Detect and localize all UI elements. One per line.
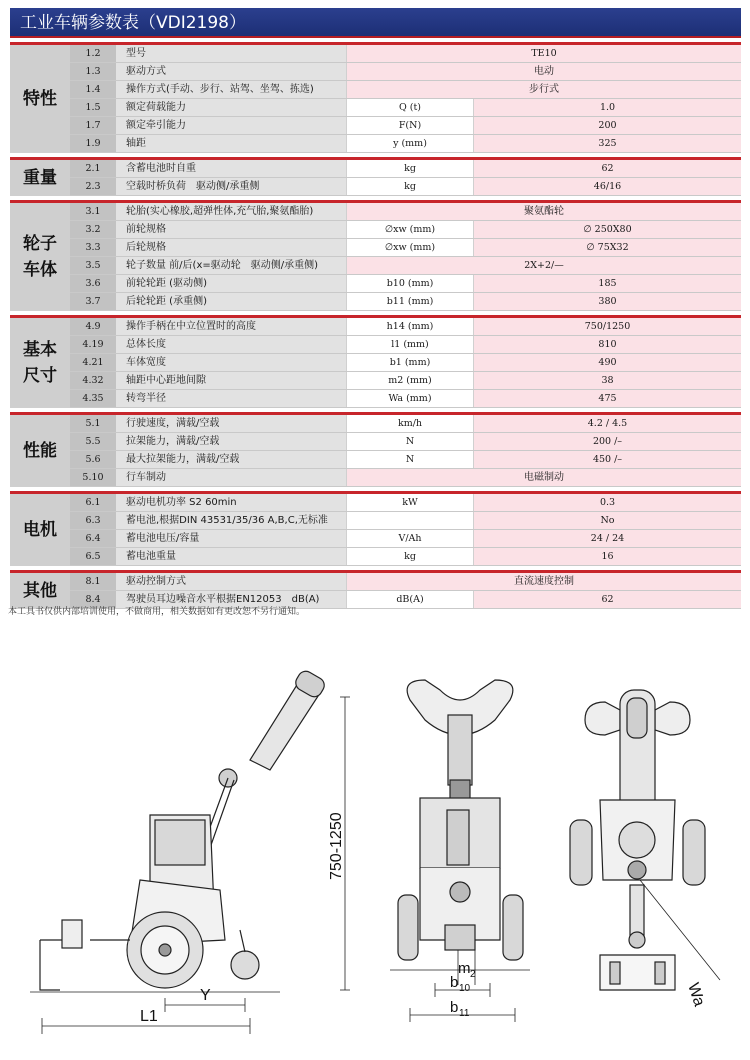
row-parameter: 行驶速度，满载/空载	[116, 415, 346, 432]
row-number: 3.7	[70, 293, 116, 310]
row-number: 8.4	[70, 591, 116, 608]
row-number: 6.3	[70, 512, 116, 529]
row-number: 2.3	[70, 178, 116, 195]
row-value: 2X+2/—	[346, 257, 741, 274]
row-number: 5.6	[70, 451, 116, 468]
row-value: 1.0	[474, 99, 741, 116]
row-value: 步行式	[346, 81, 741, 98]
row-parameter: 驱动电机功率 S2 60min	[116, 494, 346, 511]
section-category: 性能	[10, 415, 70, 487]
table-row	[70, 99, 741, 117]
m2-dim-sub: 2	[470, 969, 476, 980]
row-parameter: 操作手柄在中立位置时的高度	[116, 318, 346, 335]
row-number: 4.21	[70, 354, 116, 371]
row-value: 325	[474, 135, 741, 152]
row-parameter: 驱动控制方式	[116, 573, 346, 590]
row-parameter: 前轮轮距 (驱动侧)	[116, 275, 346, 292]
row-value: 38	[474, 372, 741, 389]
table-row	[70, 390, 741, 408]
section-category: 重量	[10, 160, 70, 196]
row-number: 4.32	[70, 372, 116, 389]
row-unit: ∅xw (mm)	[346, 239, 474, 256]
length-dim-label: L1	[140, 1008, 158, 1025]
row-number: 3.1	[70, 203, 116, 220]
table-row	[70, 293, 741, 311]
row-value: 0.3	[474, 494, 741, 511]
table-row	[70, 318, 741, 336]
row-value: 62	[474, 591, 741, 608]
table-row	[70, 372, 741, 390]
top-view-drawing	[570, 690, 720, 990]
row-number: 6.4	[70, 530, 116, 547]
row-value: 200 /–	[474, 433, 741, 450]
row-value: ∅ 75X32	[474, 239, 741, 256]
row-value: TE10	[346, 45, 741, 62]
row-number: 3.3	[70, 239, 116, 256]
table-row	[70, 257, 741, 275]
spec-table	[10, 42, 741, 609]
row-number: 2.1	[70, 160, 116, 177]
spec-section	[10, 412, 741, 487]
row-number: 4.35	[70, 390, 116, 407]
row-parameter: 空载时桥负荷 驱动侧/承重侧	[116, 178, 346, 195]
row-value: 750/1250	[474, 318, 741, 335]
table-row	[70, 81, 741, 99]
table-row	[70, 415, 741, 433]
table-row	[70, 160, 741, 178]
table-row	[70, 135, 741, 153]
table-row	[70, 221, 741, 239]
row-number: 1.5	[70, 99, 116, 116]
row-value: 电动	[346, 63, 741, 80]
spec-section	[10, 157, 741, 196]
page-title: 工业车辆参数表（VDI2198）	[10, 8, 741, 38]
table-row	[70, 494, 741, 512]
row-parameter: 含蓄电池时自重	[116, 160, 346, 177]
row-number: 5.1	[70, 415, 116, 432]
row-number: 6.5	[70, 548, 116, 565]
row-number: 1.3	[70, 63, 116, 80]
table-row	[70, 45, 741, 63]
b10-dim-sub: 10	[459, 983, 471, 994]
row-parameter: 蓄电池电压/容量	[116, 530, 346, 547]
row-unit: kg	[346, 548, 474, 565]
row-number: 6.1	[70, 494, 116, 511]
row-value: 380	[474, 293, 741, 310]
row-unit: b1 (mm)	[346, 354, 474, 371]
table-row	[70, 336, 741, 354]
row-unit: F(N)	[346, 117, 474, 134]
row-value: 450 /–	[474, 451, 741, 468]
row-unit: Wa (mm)	[346, 390, 474, 407]
row-unit: Q (t)	[346, 99, 474, 116]
row-value: 直流速度控制	[346, 573, 741, 590]
side-view-drawing	[30, 668, 327, 992]
row-parameter: 轴距中心距地间隙	[116, 372, 346, 389]
row-number: 3.2	[70, 221, 116, 238]
row-value: 24 / 24	[474, 530, 741, 547]
row-unit: N	[346, 451, 474, 468]
row-value: 4.2 / 4.5	[474, 415, 741, 432]
table-row	[70, 275, 741, 293]
row-parameter: 轴距	[116, 135, 346, 152]
row-parameter: 额定荷载能力	[116, 99, 346, 116]
spec-section	[10, 315, 741, 408]
row-unit: kg	[346, 178, 474, 195]
table-row	[70, 512, 741, 530]
row-number: 1.7	[70, 117, 116, 134]
row-value: ∅ 250X80	[474, 221, 741, 238]
row-unit: km/h	[346, 415, 474, 432]
row-value: 62	[474, 160, 741, 177]
height-dim-label: 750-1250	[328, 812, 345, 880]
b10-dim-label: b	[450, 974, 459, 991]
table-row	[70, 354, 741, 372]
wa-dim-label: Wa	[684, 980, 708, 1009]
row-number: 8.1	[70, 573, 116, 590]
row-parameter: 操作方式(手动、步行、站驾、坐驾、拣选)	[116, 81, 346, 98]
table-row	[70, 239, 741, 257]
row-unit: b11 (mm)	[346, 293, 474, 310]
spec-section	[10, 491, 741, 566]
row-parameter: 蓄电池重量	[116, 548, 346, 565]
m2-dim-label: m	[458, 960, 471, 977]
footnote: 本工具书仅供内部培训使用，不做商用，相关数据如有更改恕不另行通知。	[8, 607, 306, 617]
table-row	[70, 548, 741, 566]
row-unit: dB(A)	[346, 591, 474, 608]
row-parameter: 后轮规格	[116, 239, 346, 256]
row-parameter: 最大拉架能力，满载/空载	[116, 451, 346, 468]
row-unit: b10 (mm)	[346, 275, 474, 292]
row-unit: V/Ah	[346, 530, 474, 547]
row-parameter: 后轮轮距 (承重侧)	[116, 293, 346, 310]
b11-dim-sub: 11	[459, 1008, 470, 1019]
table-row	[70, 451, 741, 469]
table-row	[70, 433, 741, 451]
technical-drawings	[0, 640, 750, 1055]
row-value: No	[474, 512, 741, 529]
row-value: 46/16	[474, 178, 741, 195]
row-number: 4.19	[70, 336, 116, 353]
row-value: 490	[474, 354, 741, 371]
row-parameter: 车体宽度	[116, 354, 346, 371]
table-row	[70, 203, 741, 221]
wheelbase-dim-label: Y	[200, 987, 211, 1004]
row-parameter: 型号	[116, 45, 346, 62]
row-value: 聚氨酯轮	[346, 203, 741, 220]
section-category: 基本 尺寸	[10, 318, 70, 408]
table-row	[70, 117, 741, 135]
row-value: 16	[474, 548, 741, 565]
row-value: 电磁制动	[346, 469, 741, 486]
row-unit: m2 (mm)	[346, 372, 474, 389]
row-number: 5.5	[70, 433, 116, 450]
row-parameter: 额定牵引能力	[116, 117, 346, 134]
section-category: 特性	[10, 45, 70, 153]
row-number: 3.5	[70, 257, 116, 274]
table-row	[70, 63, 741, 81]
row-unit: N	[346, 433, 474, 450]
row-unit: y (mm)	[346, 135, 474, 152]
row-number: 4.9	[70, 318, 116, 335]
row-unit: l1 (mm)	[346, 336, 474, 353]
row-parameter: 总体长度	[116, 336, 346, 353]
row-value: 200	[474, 117, 741, 134]
row-unit: ∅xw (mm)	[346, 221, 474, 238]
table-row	[70, 573, 741, 591]
b11-dim-label: b	[450, 999, 459, 1016]
section-category: 电机	[10, 494, 70, 566]
spec-section	[10, 200, 741, 311]
row-number: 1.9	[70, 135, 116, 152]
row-number: 5.10	[70, 469, 116, 486]
row-parameter: 行车制动	[116, 469, 346, 486]
row-unit: kg	[346, 160, 474, 177]
row-parameter: 轮胎(实心橡胶,超弹性体,充气胎,聚氨酯胎)	[116, 203, 346, 220]
front-view-drawing	[390, 680, 530, 970]
section-category: 其他	[10, 573, 70, 609]
row-number: 1.2	[70, 45, 116, 62]
row-value: 475	[474, 390, 741, 407]
spec-section	[10, 42, 741, 153]
row-value: 185	[474, 275, 741, 292]
row-unit	[346, 512, 474, 529]
section-category: 轮子 车体	[10, 203, 70, 311]
row-unit: h14 (mm)	[346, 318, 474, 335]
row-parameter: 转弯半径	[116, 390, 346, 407]
row-parameter: 驱动方式	[116, 63, 346, 80]
table-row	[70, 530, 741, 548]
row-number: 3.6	[70, 275, 116, 292]
row-parameter: 前轮规格	[116, 221, 346, 238]
row-parameter: 轮子数量 前/后(x=驱动轮 驱动侧/承重侧)	[116, 257, 346, 274]
row-parameter: 驾驶员耳边噪音水平根据EN12053 dB(A)	[116, 591, 346, 608]
row-value: 810	[474, 336, 741, 353]
row-parameter: 蓄电池,根据DIN 43531/35/36 A,B,C,无标准	[116, 512, 346, 529]
row-unit: kW	[346, 494, 474, 511]
row-parameter: 拉架能力，满载/空载	[116, 433, 346, 450]
table-row	[70, 469, 741, 487]
row-number: 1.4	[70, 81, 116, 98]
table-row	[70, 178, 741, 196]
